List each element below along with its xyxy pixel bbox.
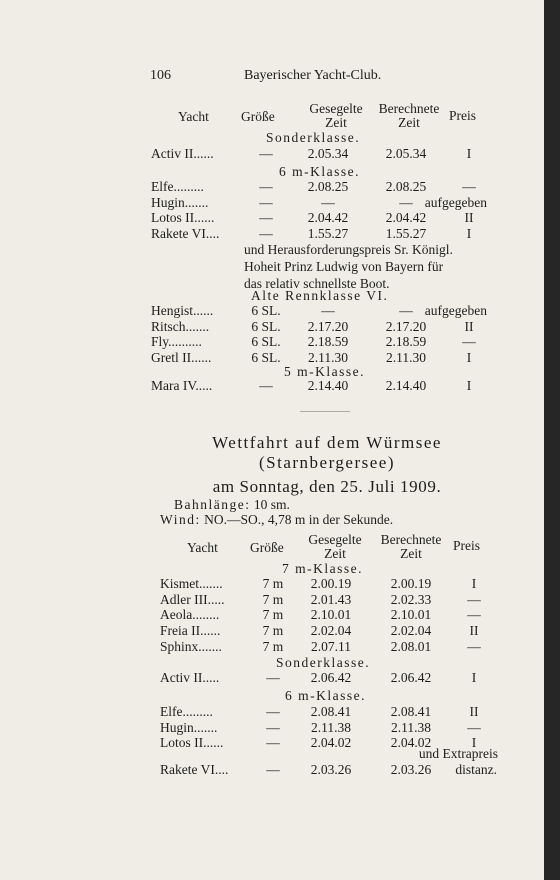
yacht-name: Hengist......: [151, 303, 214, 318]
col-header-sailed-2: Gesegelte Zeit: [308, 532, 362, 561]
calculated-time: —: [399, 303, 413, 318]
sailed-time: 2.06.42: [310, 670, 352, 685]
prize: distanz.: [455, 762, 497, 777]
class-heading: 5 m-Klasse.: [284, 364, 365, 379]
yacht-size: —: [259, 146, 273, 161]
calculated-time: 2.06.42: [390, 670, 432, 685]
col-header-sailed: Gesegelte Zeit: [309, 101, 363, 130]
calculated-time: 2.04.02: [390, 735, 432, 751]
yacht-size: 7 m: [262, 638, 284, 654]
calculated-time: 2.04.42: [385, 210, 427, 226]
class-heading: Sonderklasse.: [266, 130, 361, 145]
yacht-name: Kismet.......: [160, 576, 223, 591]
col-header-size-2: Größe: [250, 540, 284, 555]
yacht-name: Hugin.......: [151, 194, 209, 210]
yacht-size: —: [266, 670, 280, 685]
calculated-time: 2.08.41: [390, 704, 432, 719]
yacht-name: Rakete VI....: [160, 762, 229, 777]
course-length: Bahnlänge: 10 sm.: [174, 497, 290, 512]
prize: II: [464, 318, 474, 334]
race2-subtitle: (Starnbergersee): [258, 453, 396, 472]
yacht-name: Lotos II......: [151, 210, 215, 226]
sailed-time: 2.03.26: [310, 762, 352, 777]
calculated-time: 2.18.59: [385, 334, 427, 350]
yacht-size: 6 SL.: [251, 334, 281, 350]
page-number: 106: [150, 68, 171, 83]
yacht-name: Mara IV.....: [151, 378, 213, 393]
yacht-name: Aeola........: [160, 607, 220, 623]
calculated-time: 2.00.19: [390, 576, 432, 591]
sailed-time: 2.04.42: [307, 210, 349, 226]
prize: I: [466, 378, 472, 393]
col-header-size: Größe: [241, 109, 275, 124]
wind-info: Wind: NO.—SO., 4,78 m in der Sekunde.: [160, 512, 394, 527]
calculated-time: 2.14.40: [385, 378, 427, 393]
class-heading: 6 m-Klasse.: [279, 164, 360, 179]
prize: —: [462, 334, 476, 350]
yacht-name: Ritsch.......: [151, 318, 210, 334]
yacht-size: 6 SL.: [251, 303, 281, 318]
yacht-size: —: [259, 179, 273, 194]
yacht-name: Activ II.....: [160, 670, 220, 685]
col-header-yacht: Yacht: [178, 109, 209, 124]
calculated-time: 2.11.30: [386, 350, 426, 366]
calculated-time: 2.08.01: [390, 638, 432, 654]
prize: II: [469, 704, 479, 719]
yacht-size: 7 m: [262, 623, 284, 639]
yacht-size: 6 SL.: [251, 350, 281, 366]
prize: aufgegeben: [424, 303, 487, 318]
yacht-size: —: [259, 378, 273, 393]
yacht-name: Freia II......: [160, 623, 221, 639]
prize: aufgegeben: [424, 194, 487, 210]
race2-title: Wettfahrt auf dem Würmsee: [212, 433, 442, 452]
sailed-time: 2.08.41: [310, 704, 352, 719]
sailed-time: 2.05.34: [307, 146, 349, 161]
race2-date: am Sonntag, den 25. Juli 1909.: [212, 477, 442, 496]
sailed-time: 2.00.19: [310, 576, 352, 591]
yacht-size: 7 m: [262, 591, 284, 607]
yacht-name: Elfe.........: [160, 704, 213, 719]
yacht-name: Gretl II......: [151, 350, 212, 366]
prize: I: [466, 226, 472, 242]
yacht-name: Adler III.....: [160, 591, 225, 607]
col-header-prize: Preis: [449, 108, 476, 123]
prize: —: [462, 179, 476, 194]
prize: I: [471, 735, 477, 751]
note-line: Hoheit Prinz Ludwig von Bayern für: [244, 259, 444, 274]
calculated-time: 2.17.20: [385, 318, 427, 334]
yacht-name: Sphinx.......: [160, 638, 222, 654]
calculated-time: 2.10.01: [390, 607, 432, 623]
yacht-name: Hugin.......: [160, 719, 218, 735]
yacht-size: 7 m: [262, 576, 284, 591]
note-line: das relativ schnellste Boot.: [244, 276, 390, 291]
yacht-name: Rakete VI....: [151, 226, 220, 242]
prize: —: [467, 638, 481, 654]
sailed-time: —: [321, 303, 335, 318]
yacht-name: Lotos II......: [160, 735, 224, 751]
extra-prize-note: und Extrapreis: [418, 746, 498, 761]
prize: —: [467, 591, 481, 607]
calculated-time: 2.05.34: [385, 146, 427, 161]
prize: I: [471, 670, 477, 685]
col-header-yacht-2: Yacht: [187, 540, 218, 555]
page-edge: [544, 0, 560, 880]
class-heading: 6 m-Klasse.: [285, 688, 366, 703]
calculated-time: 1.55.27: [385, 226, 427, 242]
class-heading: Alte Rennklasse VI.: [251, 288, 389, 303]
calculated-time: 2.11.38: [391, 719, 431, 735]
yacht-size: —: [259, 194, 273, 210]
sailed-time: 2.04.02: [310, 735, 352, 751]
prize: I: [466, 146, 472, 161]
prize: II: [469, 623, 479, 639]
sailed-time: 2.18.59: [307, 334, 349, 350]
calculated-time: 2.02.33: [390, 591, 432, 607]
sailed-time: 2.11.30: [308, 350, 348, 366]
sailed-time: 2.02.04: [310, 623, 352, 639]
calculated-time: 2.02.04: [390, 623, 432, 639]
sailed-time: 2.14.40: [307, 378, 349, 393]
yacht-size: —: [259, 210, 273, 226]
running-title: Bayerischer Yacht-Club.: [244, 68, 382, 83]
yacht-size: —: [266, 762, 280, 777]
sailed-time: 1.55.27: [307, 226, 349, 242]
sailed-time: 2.07.11: [311, 638, 351, 654]
sailed-time: 2.01.43: [310, 591, 352, 607]
col-header-prize-2: Preis: [453, 538, 480, 553]
yacht-size: —: [266, 704, 280, 719]
prize: —: [467, 607, 481, 623]
yacht-name: Activ II......: [151, 146, 214, 161]
yacht-name: Fly..........: [151, 334, 202, 350]
calculated-time: 2.03.26: [390, 762, 432, 777]
yacht-name: Elfe.........: [151, 179, 204, 194]
prize: I: [466, 350, 472, 366]
sailed-time: —: [321, 194, 335, 210]
yacht-size: —: [259, 226, 273, 242]
sailed-time: 2.17.20: [307, 318, 349, 334]
prize: I: [471, 576, 477, 591]
sailed-time: 2.11.38: [311, 719, 351, 735]
calculated-time: 2.08.25: [385, 179, 427, 194]
sailed-time: 2.08.25: [307, 179, 349, 194]
prize: II: [464, 210, 474, 226]
yacht-size: 6 SL.: [251, 318, 281, 334]
yacht-size: —: [266, 735, 280, 751]
calculated-time: —: [399, 194, 413, 210]
prize: —: [467, 719, 481, 735]
note-line: und Herausforderungspreis Sr. Königl.: [244, 242, 453, 257]
class-heading: Sonderklasse.: [276, 655, 371, 670]
section-divider: [300, 411, 350, 412]
yacht-size: —: [266, 719, 280, 735]
class-heading: 7 m-Klasse.: [282, 561, 363, 576]
yacht-size: 7 m: [262, 607, 284, 623]
col-header-calculated-2: Berechnete Zeit: [380, 532, 442, 561]
col-header-calculated: Berechnete Zeit: [378, 101, 440, 130]
sailed-time: 2.10.01: [310, 607, 352, 623]
